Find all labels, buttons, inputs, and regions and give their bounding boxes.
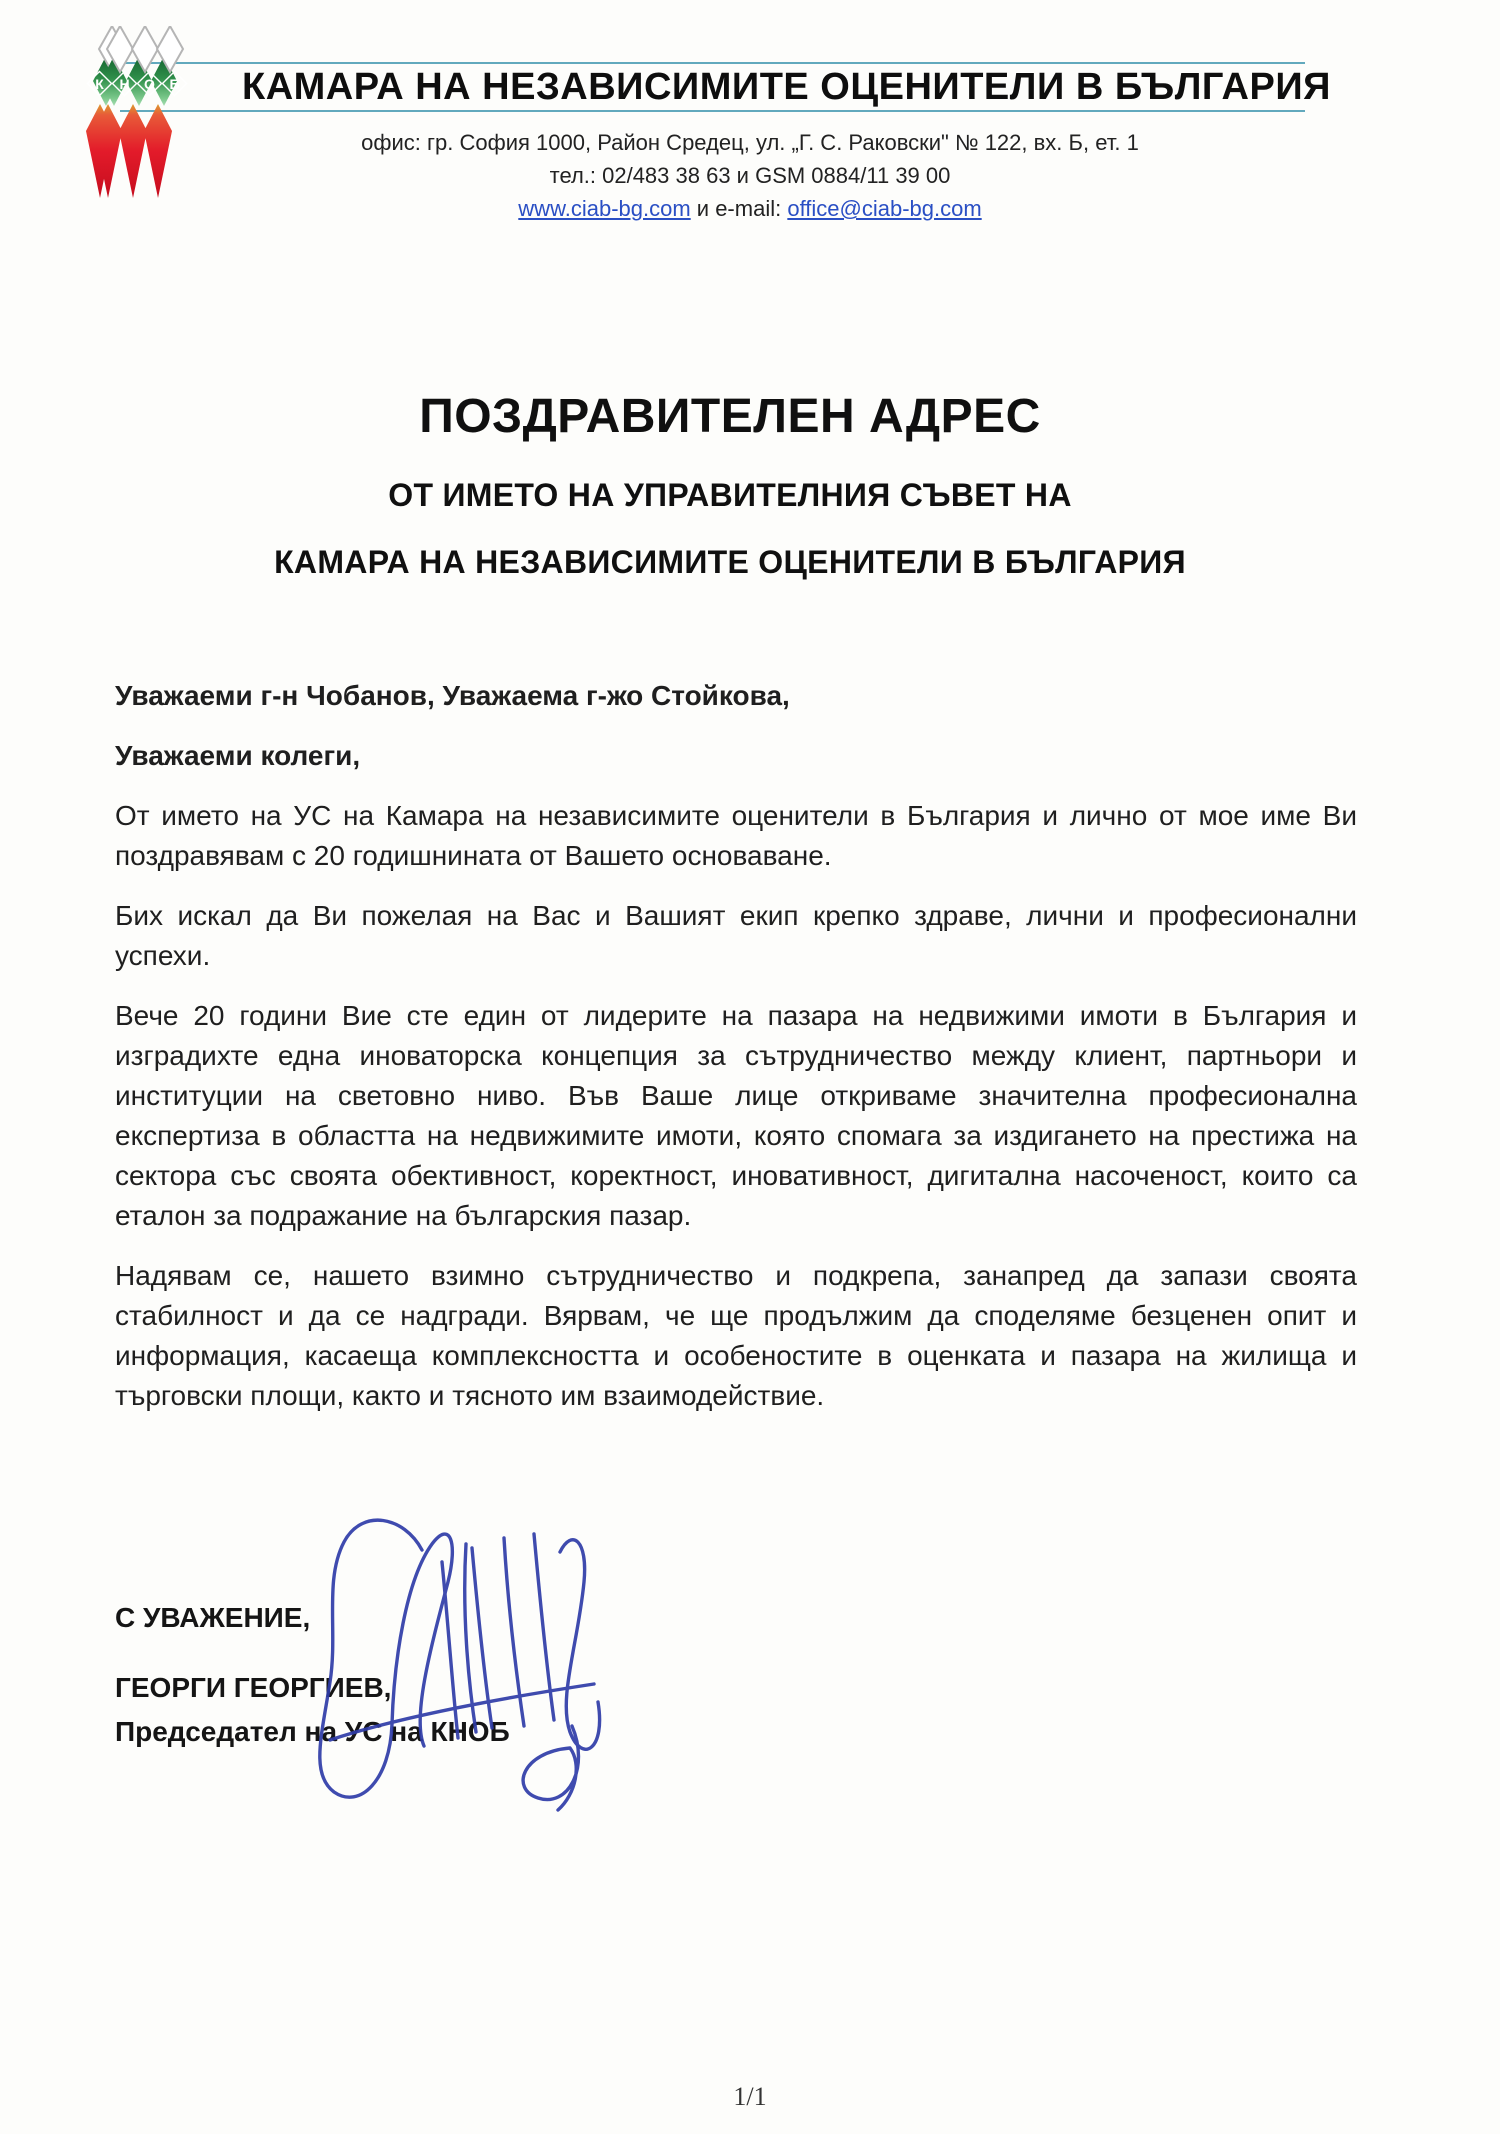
- salutation-line-2: Уважаеми колеги,: [115, 740, 361, 771]
- body-paragraph: Бих искал да Ви пожелая на Вас и Вашият екип крепко здраве, лични и професионални успехи.: [115, 900, 1357, 971]
- letter-body: [115, 676, 1357, 1436]
- body-paragraph: От името на УС на Камара на независимите оценители в България и лично от мое име Ви поздравявам с 20 годишнината от Вашето основаване.: [115, 800, 1357, 871]
- closing-regards: С УВАЖЕНИЕ,: [115, 1602, 311, 1633]
- org-name: КАМАРА НА НЕЗАВИСИМИТЕ ОЦЕНИТЕЛИ В БЪЛГАРИЯ: [242, 66, 1331, 108]
- email-link[interactable]: office@ciab-bg.com: [787, 196, 982, 221]
- document-subtitle-2: КАМАРА НА НЕЗАВИСИМИТЕ ОЦЕНИТЕЛИ В БЪЛГАРИЯ: [274, 544, 1186, 580]
- body-paragraph: Надявам се, нашето взимно сътрудничество и подкрепа, занапред да запази своята стабилност и да се надгради. Вярвам, че ще продължим да споделяме безценен опит и информация, касаеща комплексността и особеностите в оценката и пазара на жилища и търговски площи, както и тясното им взаимодействие.: [115, 1260, 1357, 1411]
- page-number: 1/1: [733, 2082, 767, 2111]
- body-paragraph: Вече 20 години Вие сте един от лидерите на пазара на недвижими имоти в България и изградихте една иноваторска концепция за сътрудничество между клиент, партньори и институции на световно ниво. Във Ваше лице откриваме значителна професионална експертиза в областта на недвижимите имоти, която спомага за издигането на престижа на сектора със своята обективност, коректност, иновативност, дигитална насоченост, които са еталон за подражание на българския пазар.: [115, 1000, 1357, 1231]
- document-subtitle-1: ОТ ИМЕТО НА УПРАВИТЕЛНИЯ СЪВЕТ НА: [388, 477, 1072, 513]
- logo-letter: Н: [119, 76, 130, 92]
- phone-line: тел.: 02/483 38 63 и GSM 0884/11 39 00: [549, 163, 951, 188]
- title-block: [20, 392, 1440, 612]
- header-band: [120, 62, 1331, 112]
- document-title: ПОЗДРАВИТЕЛЕН АДРЕС: [419, 390, 1041, 443]
- signer-title: Председател на УС на КНОБ: [115, 1716, 510, 1747]
- logo-letter: Б: [169, 76, 180, 92]
- email-separator: и e-mail:: [690, 196, 788, 221]
- contact-block: [0, 126, 1500, 225]
- website-link[interactable]: www.ciab-bg.com: [518, 196, 691, 221]
- signer-name: ГЕОРГИ ГЕОРГИЕВ,: [115, 1672, 392, 1703]
- logo-letter: О: [144, 76, 155, 92]
- web-line: [0, 192, 1500, 225]
- address-line: офис: гр. София 1000, Район Средец, ул. „Г. С. Раковски" № 122, вх. Б, ет. 1: [361, 130, 1139, 155]
- logo-letter: К: [95, 76, 104, 92]
- salutation-line-1: Уважаеми г-н Чобанов, Уважаема г-жо Стойкова,: [115, 680, 790, 711]
- signature-ink: [272, 1502, 607, 1812]
